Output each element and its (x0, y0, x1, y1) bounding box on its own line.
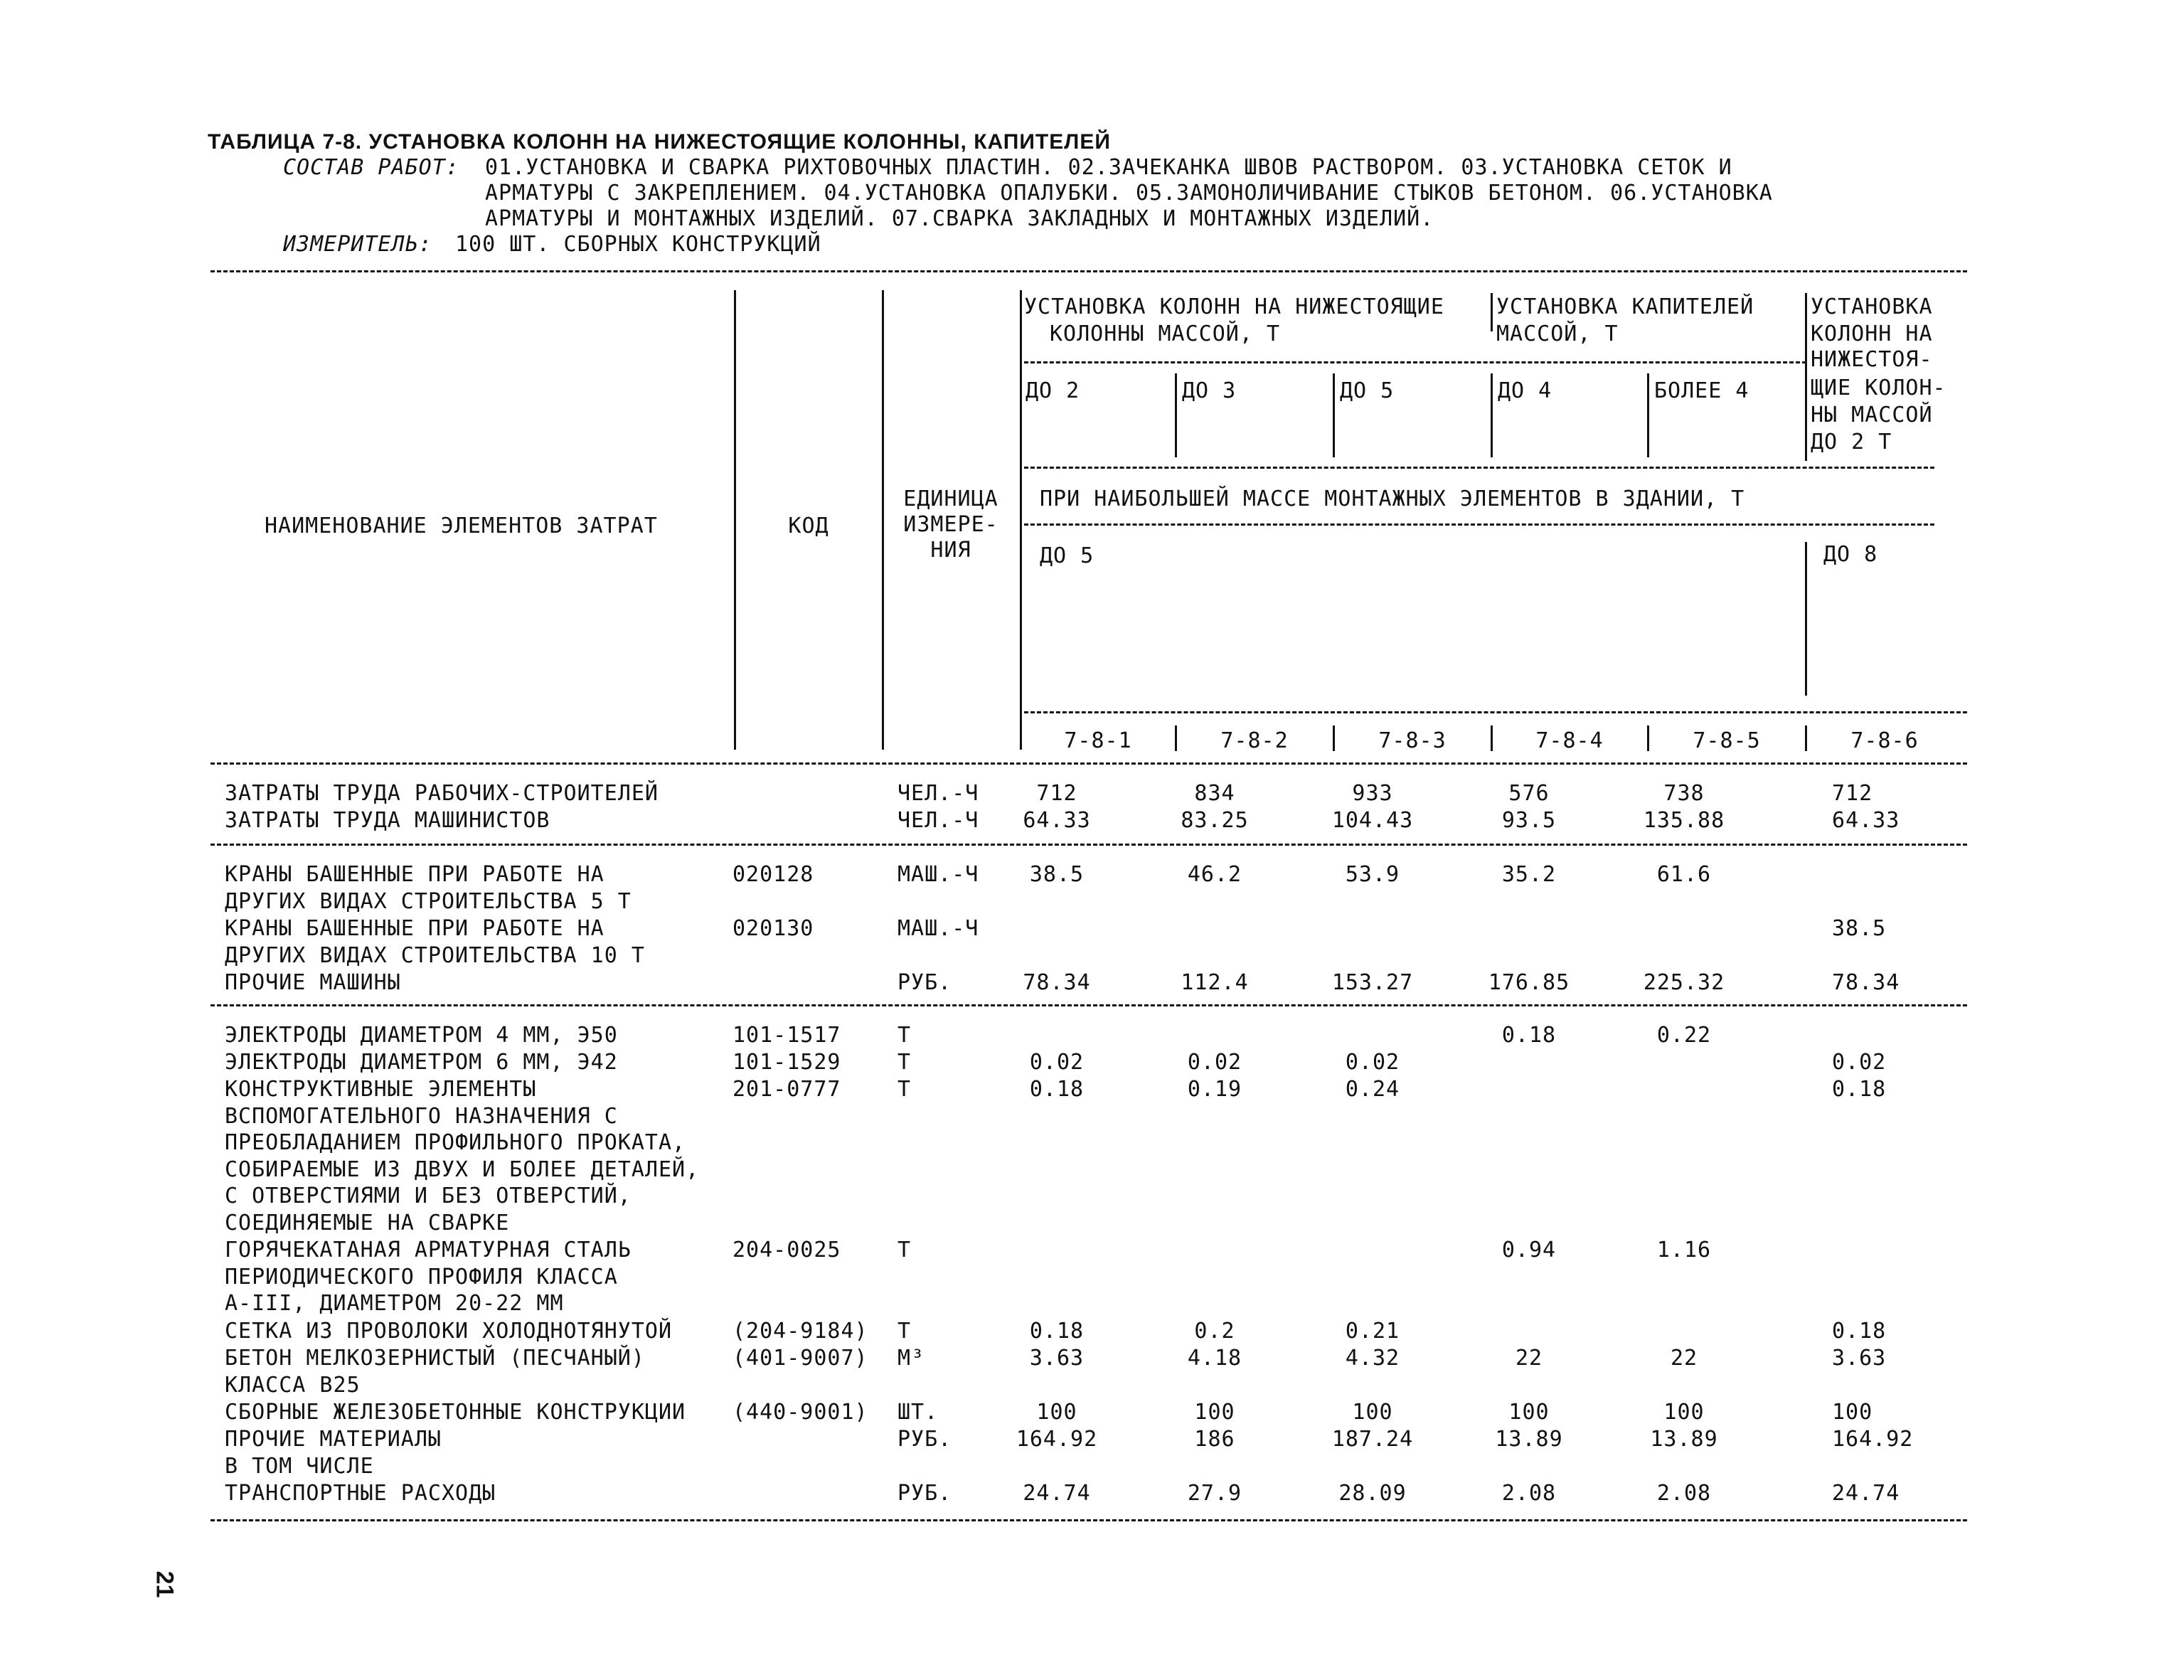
code-5: 7-8-5 (1693, 728, 1761, 753)
row-value-col-3: 0.02 (1345, 1050, 1400, 1075)
row-name-line: ГОРЯЧЕКАТАНАЯ АРМАТУРНАЯ СТАЛЬ (225, 1238, 632, 1262)
rule-group (1024, 361, 1806, 363)
row-name-line: ЗАТРАТЫ ТРУДА РАБОЧИХ-СТРОИТЕЛЕЙ (225, 781, 659, 806)
row-value-col-5: 61.6 (1656, 862, 1712, 887)
row-value-col-4: 176.85 (1488, 970, 1570, 995)
row-name-line: ЭЛЕКТРОДЫ ДИАМЕТРОМ 6 ММ, Э42 (225, 1050, 618, 1075)
header-divider-sub4 (1491, 373, 1493, 457)
row-value-col-2: 0.2 (1194, 1319, 1235, 1344)
row-code: (440-9001) (733, 1400, 868, 1425)
header-divider-sub2 (1175, 373, 1177, 457)
row-unit: ШТ. (897, 1400, 939, 1425)
measure-label: ИЗМЕРИТЕЛЬ: (283, 232, 432, 257)
row-name-line: СОЕДИНЯЕМЫЕ НА СВАРКЕ (225, 1211, 510, 1235)
row-value-col-4: 13.89 (1495, 1427, 1563, 1452)
rule-body-2 (211, 1004, 1967, 1006)
row-code: 020128 (733, 862, 814, 887)
row-value-col-3: 104.43 (1331, 808, 1414, 833)
row-value-col-2: 0.02 (1187, 1050, 1242, 1075)
row-value-col-1: 78.34 (1023, 970, 1091, 995)
row-name-line: КЛАССА В25 (225, 1372, 361, 1398)
code-3: 7-8-3 (1378, 728, 1447, 753)
group3-line-6: ДО 2 Т (1811, 430, 1892, 454)
measure-value: 100 ШТ. СБОРНЫХ КОНСТРУКЦИЙ (455, 232, 821, 257)
row-value-col-4: 22 (1515, 1346, 1543, 1371)
row-value-col-1: 24.74 (1023, 1481, 1091, 1506)
header-divider-sub5 (1647, 373, 1649, 457)
row-value-col-2: 46.2 (1187, 862, 1242, 887)
row-unit: М³ (897, 1346, 925, 1371)
page-number: 21 (151, 1570, 179, 1598)
row-value-col-3: 0.24 (1345, 1077, 1400, 1102)
row-code: (204-9184) (733, 1319, 868, 1344)
row-value-col-6: 0.18 (1832, 1077, 1887, 1102)
sub-col-4: ДО 4 (1498, 378, 1552, 403)
row-name-line: СБОРНЫЕ ЖЕЛЕЗОБЕТОННЫЕ КОНСТРУКЦИИ (225, 1400, 686, 1425)
row-value-col-1: 100 (1036, 1400, 1077, 1425)
row-name-line: ПРОЧИЕ МАТЕРИАЛЫ (225, 1427, 442, 1452)
row-value-col-3: 933 (1352, 781, 1393, 806)
composition-line-2: АРМАТУРЫ С ЗАКРЕПЛЕНИЕМ. 04.УСТАНОВКА ОПАЛУБКИ. 05.ЗАМОНОЛИЧИВАНИЕ СТЫКОВ БЕТОНОМ. 06.УСТАНОВКА (485, 181, 1773, 206)
row-unit: Т (897, 1238, 912, 1262)
row-name-line: КРАНЫ БАШЕННЫЕ ПРИ РАБОТЕ НА (225, 862, 604, 887)
header-unit-3: НИЯ (930, 538, 971, 563)
rule-body-1 (211, 844, 1967, 846)
mass-a: ДО 5 (1040, 543, 1094, 568)
row-value-col-2: 4.18 (1187, 1346, 1242, 1371)
group2-line-1: УСТАНОВКА КАПИТЕЛЕЙ (1496, 294, 1754, 319)
row-value-col-2: 834 (1194, 781, 1235, 806)
row-unit: Т (897, 1319, 912, 1344)
row-value-col-1: 712 (1036, 781, 1077, 806)
sub-col-1: ДО 2 (1026, 378, 1080, 403)
code-2: 7-8-2 (1220, 728, 1289, 753)
header-divider-mass (1805, 542, 1807, 696)
code-6: 7-8-6 (1850, 728, 1919, 753)
row-unit: ЧЕЛ.-Ч (897, 808, 979, 833)
row-name-line: ЗАТРАТЫ ТРУДА МАШИНИСТОВ (225, 808, 550, 833)
row-value-col-6: 24.74 (1832, 1481, 1900, 1506)
row-value-col-2: 0.19 (1187, 1077, 1242, 1102)
group3-line-3: НИЖЕСТОЯ- (1811, 347, 1933, 372)
header-divider-sub3 (1333, 373, 1335, 457)
table-title: ТАБЛИЦА 7-8. УСТАНОВКА КОЛОНН НА НИЖЕСТОЯЩИЕ КОЛОННЫ, КАПИТЕЛЕЙ (208, 130, 1111, 154)
row-unit: Т (897, 1023, 912, 1048)
row-value-col-4: 100 (1508, 1400, 1550, 1425)
row-value-col-4: 576 (1508, 781, 1550, 806)
rule-bottom (211, 1519, 1967, 1521)
row-unit: РУБ. (897, 1427, 952, 1452)
row-name-line: КОНСТРУКТИВНЫЕ ЭЛЕМЕНТЫ (225, 1077, 537, 1102)
rule-header-bottom (211, 762, 1967, 765)
row-name-line: СЕТКА ИЗ ПРОВОЛОКИ ХОЛОДНОТЯНУТОЙ (225, 1319, 673, 1344)
row-value-col-1: 38.5 (1029, 862, 1085, 887)
row-value-col-1: 3.63 (1029, 1346, 1085, 1371)
row-unit: ЧЕЛ.-Ч (897, 781, 979, 806)
header-unit-1: ЕДИНИЦА (903, 487, 998, 511)
rule-sub (1024, 467, 1934, 469)
rule-codes (1024, 711, 1967, 713)
row-unit: РУБ. (897, 970, 952, 995)
row-value-col-5: 1.16 (1656, 1238, 1712, 1262)
sub-col-5: БОЛЕЕ 4 (1654, 378, 1749, 403)
row-value-col-5: 22 (1670, 1346, 1698, 1371)
row-name-line: ПЕРИОДИЧЕСКОГО ПРОФИЛЯ КЛАССА (225, 1264, 618, 1290)
row-value-col-5: 0.22 (1656, 1023, 1712, 1048)
row-value-col-3: 153.27 (1331, 970, 1414, 995)
row-value-col-2: 100 (1194, 1400, 1235, 1425)
row-code: 204-0025 (733, 1238, 841, 1262)
row-value-col-6: 0.02 (1832, 1050, 1887, 1075)
row-value-col-5: 135.88 (1643, 808, 1725, 833)
header-divider-group3 (1805, 293, 1807, 461)
row-value-col-4: 2.08 (1501, 1481, 1557, 1506)
row-value-col-6: 78.34 (1832, 970, 1900, 995)
row-value-col-5: 100 (1663, 1400, 1705, 1425)
row-name-line: КРАНЫ БАШЕННЫЕ ПРИ РАБОТЕ НА (225, 916, 604, 941)
row-value-col-6: 38.5 (1832, 916, 1887, 941)
row-name-line: ДРУГИХ ВИДАХ СТРОИТЕЛЬСТВА 10 Т (225, 942, 645, 968)
header-unit-2: ИЗМЕРЕ- (903, 512, 998, 537)
row-name-line: СОБИРАЕМЫЕ ИЗ ДВУХ И БОЛЕЕ ДЕТАЛЕЙ, (225, 1157, 700, 1182)
row-value-col-6: 100 (1832, 1400, 1873, 1425)
row-value-col-1: 164.92 (1016, 1427, 1098, 1452)
row-value-col-5: 225.32 (1643, 970, 1725, 995)
row-name-line: ПРОЧИЕ МАШИНЫ (225, 970, 401, 995)
group3-line-5: НЫ МАССОЙ (1811, 403, 1933, 427)
row-name-line: ДРУГИХ ВИДАХ СТРОИТЕЛЬСТВА 5 Т (225, 888, 632, 914)
code-1: 7-8-1 (1064, 728, 1132, 753)
row-value-col-6: 3.63 (1832, 1346, 1887, 1371)
group3-line-4: ЩИЕ КОЛОН- (1811, 376, 1946, 400)
row-unit: МАШ.-Ч (897, 862, 979, 887)
row-value-col-4: 0.94 (1501, 1238, 1557, 1262)
row-value-col-3: 53.9 (1345, 862, 1400, 887)
row-value-col-4: 93.5 (1501, 808, 1557, 833)
row-value-col-6: 164.92 (1832, 1427, 1914, 1452)
row-value-col-5: 13.89 (1650, 1427, 1718, 1452)
header-divider-unit (1020, 290, 1022, 750)
header-divider-group2 (1491, 293, 1493, 331)
row-value-col-1: 0.18 (1029, 1319, 1085, 1344)
row-name-line: С ОТВЕРСТИЯМИ И БЕЗ ОТВЕРСТИЙ, (225, 1184, 632, 1209)
row-unit: МАШ.-Ч (897, 916, 979, 941)
row-value-col-1: 64.33 (1023, 808, 1091, 833)
row-value-col-2: 186 (1194, 1427, 1235, 1452)
row-unit: Т (897, 1050, 912, 1075)
row-code: 201-0777 (733, 1077, 841, 1102)
row-code: (401-9007) (733, 1346, 868, 1371)
rule-top (211, 270, 1967, 272)
row-name-line: ПРЕОБЛАДАНИЕМ ПРОФИЛЬНОГО ПРОКАТА, (225, 1130, 686, 1156)
group1-line-2: КОЛОННЫ МАССОЙ, Т (1050, 321, 1281, 346)
row-value-col-3: 28.09 (1338, 1481, 1407, 1506)
row-value-col-4: 35.2 (1501, 862, 1557, 887)
row-value-col-4: 0.18 (1501, 1023, 1557, 1048)
mass-b: ДО 8 (1823, 542, 1878, 567)
rule-mass (1024, 523, 1934, 526)
row-code: 101-1529 (733, 1050, 841, 1075)
row-value-col-1: 0.18 (1029, 1077, 1085, 1102)
composition-label: СОСТАВ РАБОТ: (283, 155, 459, 180)
row-value-col-6: 712 (1832, 781, 1873, 806)
row-value-col-2: 112.4 (1181, 970, 1249, 995)
header-code: КОД (788, 514, 829, 538)
row-value-col-3: 0.21 (1345, 1319, 1400, 1344)
group1-line-1: УСТАНОВКА КОЛОНН НА НИЖЕСТОЯЩИЕ (1024, 294, 1444, 319)
mass-line: ПРИ НАИБОЛЬШЕЙ МАССЕ МОНТАЖНЫХ ЭЛЕМЕНТОВ В ЗДАНИИ, Т (1040, 487, 1745, 511)
row-value-col-6: 0.18 (1832, 1319, 1887, 1344)
row-value-col-5: 738 (1663, 781, 1705, 806)
row-unit: РУБ. (897, 1481, 952, 1506)
row-name-line: ВСПОМОГАТЕЛЬНОГО НАЗНАЧЕНИЯ С (225, 1103, 618, 1129)
sub-col-2: ДО 3 (1182, 378, 1237, 403)
row-code: 101-1517 (733, 1023, 841, 1048)
row-name-line: А-III, ДИАМЕТРОМ 20-22 ММ (225, 1291, 564, 1317)
row-value-col-3: 187.24 (1331, 1427, 1414, 1452)
group3-line-1: УСТАНОВКА (1811, 294, 1933, 319)
sub-col-3: ДО 5 (1340, 378, 1395, 403)
row-value-col-2: 27.9 (1187, 1481, 1242, 1506)
row-name-line: ЭЛЕКТРОДЫ ДИАМЕТРОМ 4 ММ, Э50 (225, 1023, 618, 1048)
row-name-line: В ТОМ ЧИСЛЕ (225, 1454, 374, 1479)
row-value-col-2: 83.25 (1181, 808, 1249, 833)
composition-line-1: 01.УСТАНОВКА И СВАРКА РИХТОВОЧНЫХ ПЛАСТИН. 02.ЗАЧЕКАНКА ШВОВ РАСТВОРОМ. 03.УСТАНОВКА СЕТОК И (485, 155, 1732, 180)
header-name: НАИМЕНОВАНИЕ ЭЛЕМЕНТОВ ЗАТРАТ (265, 514, 658, 538)
row-value-col-6: 64.33 (1832, 808, 1900, 833)
row-value-col-3: 4.32 (1345, 1346, 1400, 1371)
code-4: 7-8-4 (1535, 728, 1604, 753)
group3-line-2: КОЛОНН НА (1811, 321, 1933, 346)
row-name-line: ТРАНСПОРТНЫЕ РАСХОДЫ (225, 1481, 496, 1506)
row-unit: Т (897, 1077, 912, 1102)
row-name-line: БЕТОН МЕЛКОЗЕРНИСТЫЙ (ПЕСЧАНЫЙ) (225, 1346, 645, 1371)
row-value-col-3: 100 (1352, 1400, 1393, 1425)
row-code: 020130 (733, 916, 814, 941)
composition-line-3: АРМАТУРЫ И МОНТАЖНЫХ ИЗДЕЛИЙ. 07.СВАРКА ЗАКЛАДНЫХ И МОНТАЖНЫХ ИЗДЕЛИЙ. (485, 206, 1434, 231)
group2-line-2: МАССОЙ, Т (1496, 321, 1619, 346)
row-value-col-5: 2.08 (1656, 1481, 1712, 1506)
row-value-col-1: 0.02 (1029, 1050, 1085, 1075)
